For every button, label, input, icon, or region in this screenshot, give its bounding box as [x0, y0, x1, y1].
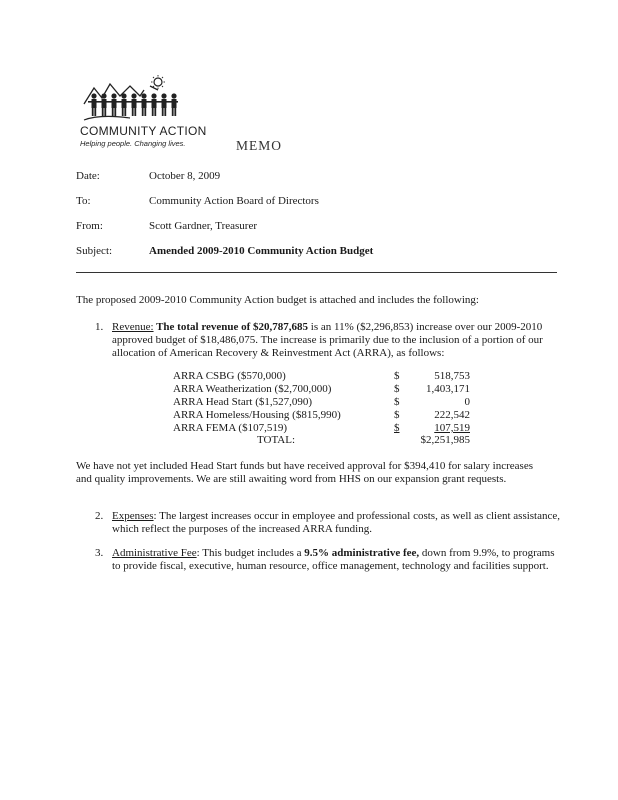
item3-admin-fee: 9.5% administrative fee, [304, 547, 420, 559]
subject-value: Amended 2009-2010 Community Action Budget [149, 245, 374, 257]
arra-total-amount: $2,251,985 [420, 434, 470, 446]
item2-line2: which reflect the purposes of the increased ARRA funding. [112, 523, 372, 535]
subject-label: Subject: [76, 245, 113, 257]
arra-row-dollar: $ [394, 370, 400, 382]
date-value: October 8, 2009 [149, 170, 221, 182]
from-label: From: [76, 220, 103, 232]
memo-title: MEMO [236, 138, 283, 153]
arra-fema-amount: 107,519 [434, 422, 470, 434]
logo-org-name: COMMUNITY ACTION [80, 124, 207, 138]
arra-row-dollar: $ [394, 409, 400, 421]
item3-number: 3. [95, 547, 104, 559]
arra-row-dollar: $ [394, 396, 400, 408]
arra-row-label: ARRA Homeless/Housing ($815,990) [173, 409, 341, 421]
arra-row-label: ARRA Weatherization ($2,700,000) [173, 383, 332, 395]
from-value: Scott Gardner, Treasurer [149, 220, 258, 232]
arra-row-dollar: $ [394, 422, 400, 434]
item3-line1-b: down from 9.9%, to programs [419, 547, 555, 559]
date-label: Date: [76, 170, 100, 182]
item2-number: 2. [95, 510, 104, 522]
item1-line2: approved budget of $18,486,075. The increase is primarily due to the inclusion of a portion of our [112, 334, 543, 346]
headstart-note-line1: We have not yet included Head Start funds but have received approval for $394,410 for salary increases [76, 460, 533, 472]
arra-total-label: TOTAL: [257, 434, 296, 446]
item3-line1 [112, 547, 555, 561]
arra-row-amount: 222,542 [434, 409, 470, 421]
item3-line2: to provide fiscal, executive, human resource, office management, technology and facilities support. [112, 560, 549, 572]
item1-title: Revenue: [112, 321, 154, 333]
item1-line1 [112, 321, 542, 335]
arra-row-amount: 518,753 [434, 370, 470, 382]
arra-row-amount: 0 [464, 396, 470, 408]
logo-tagline: Helping people. Changing lives. [80, 139, 186, 148]
arra-row-label: ARRA CSBG ($570,000) [173, 370, 286, 382]
item2-title: Expenses [112, 510, 154, 522]
item2-line1-rest: : The largest increases occur in employee and professional costs, as well as client assistance, [153, 510, 561, 522]
item2-line1 [112, 510, 560, 524]
arra-row-amount: 1,403,171 [426, 383, 470, 395]
intro-paragraph: The proposed 2009-2010 Community Action budget is attached and includes the following: [76, 294, 479, 306]
arra-row-label: ARRA FEMA ($107,519) [173, 422, 287, 434]
item3-line1-a: : This budget includes a [196, 547, 305, 559]
arra-row-dollar: $ [394, 383, 400, 395]
item1-number: 1. [95, 321, 104, 333]
item1-line3: allocation of American Recovery & Reinvestment Act (ARRA), as follows: [112, 347, 445, 359]
people-chain-icon [80, 74, 190, 124]
arra-row-label: ARRA Head Start ($1,527,090) [173, 396, 313, 408]
headstart-note-line2: and quality improvements. We are still awaiting word from HHS on our expansion grant requests. [76, 473, 507, 485]
to-label: To: [76, 195, 91, 207]
item3-title: Administrative Fee [112, 547, 197, 559]
to-value: Community Action Board of Directors [149, 195, 319, 207]
community-action-logo [80, 74, 207, 170]
item1-line1-rest: is an 11% ($2,296,853) increase over our 2009-2010 [308, 321, 543, 333]
item1-total-revenue: The total revenue of $20,787,685 [153, 321, 309, 333]
arra-row-amount [398, 422, 470, 434]
header-divider [76, 272, 557, 273]
